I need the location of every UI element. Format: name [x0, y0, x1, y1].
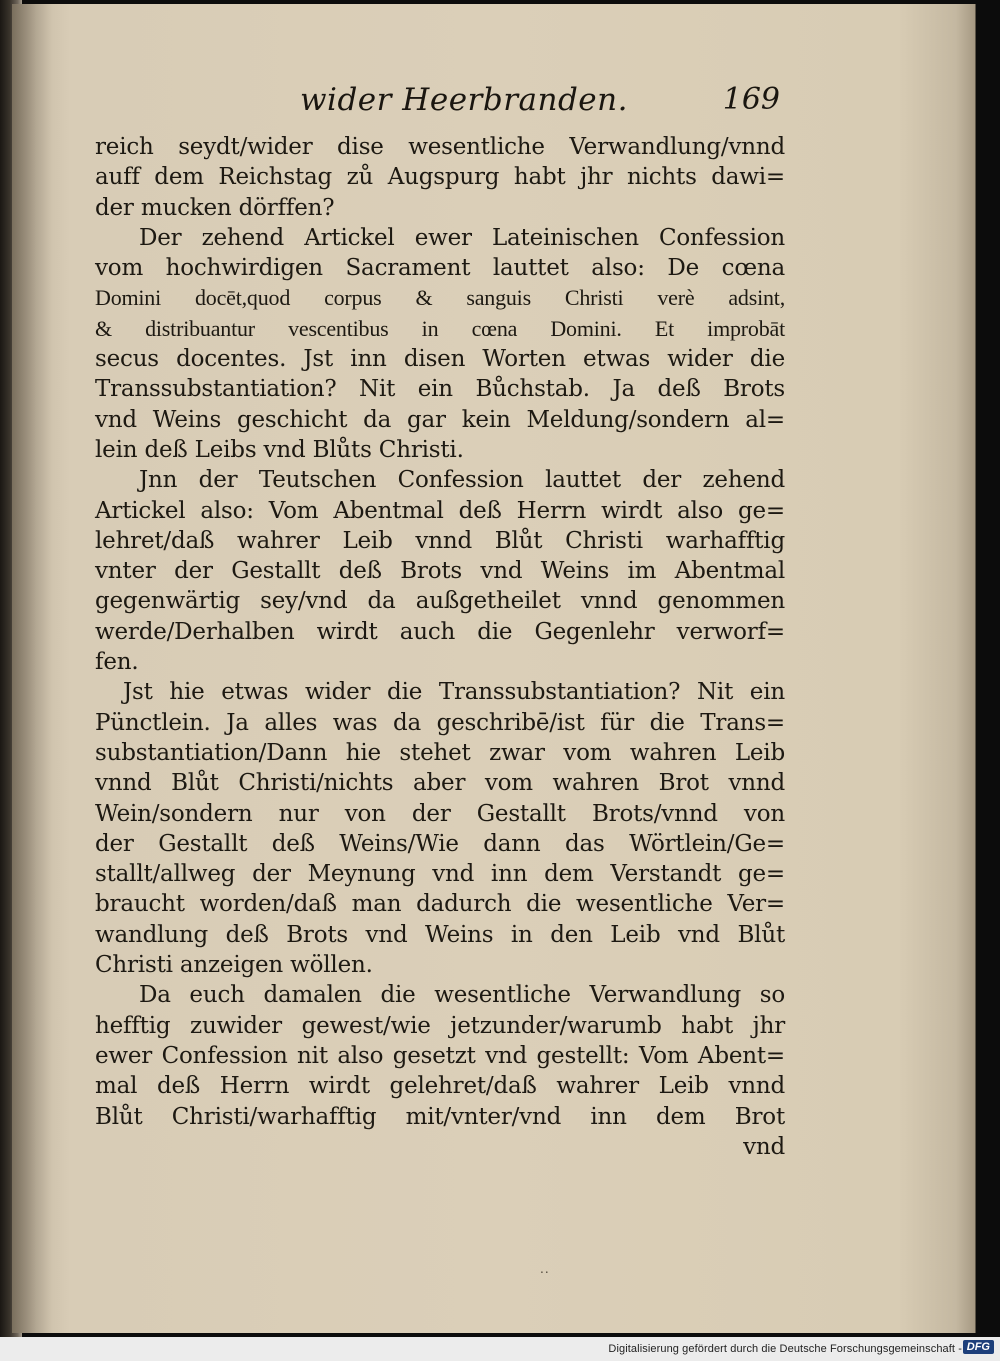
text-line: braucht worden/daß man dadurch die wesentliche Ver=: [95, 891, 785, 918]
page-header: [300, 82, 790, 122]
gutter-shadow: [12, 4, 52, 1333]
ink-speck: ..: [540, 1262, 550, 1276]
text-line: Blůt Christi/warhafftig mit/vnter/vnd inn dem Brot: [95, 1103, 785, 1130]
text-line: secus docentes. Jst inn disen Worten etwas wider die: [95, 346, 785, 373]
text-line: Jst hie etwas wider die Transsubstantiation? Nit ein: [123, 679, 785, 706]
catchword: vnd: [743, 1133, 785, 1160]
text-line: lehret/daß wahrer Leib vnnd Blůt Christi warhafftig: [95, 527, 785, 554]
text-line: mal deß Herrn wirdt gelehret/daß wahrer Leib vnnd: [95, 1073, 785, 1100]
text-line: reich seydt/wider dise wesentliche Verwandlung/vnnd: [95, 134, 785, 160]
text-line: lein deß Leibs vnd Blůts Christi.: [95, 436, 464, 463]
text-line: Jnn der Teutschen Confession lauttet der zehend: [139, 467, 785, 494]
text-line: stallt/allweg der Meynung vnd inn dem Verstandt ge=: [95, 861, 785, 888]
text-line: Transsubstantiation? Nit ein Bůchstab. Ja deß Brots: [95, 376, 785, 403]
text-line: Pünctlein. Ja alles was da geschribē/ist für die Trans=: [95, 709, 785, 736]
text-line: Domini docēt,quod corpus & sanguis Christi verè adsint,: [95, 285, 785, 311]
text-line: Der zehend Artickel ewer Lateinischen Confession: [139, 224, 785, 251]
text-line: gegenwärtig sey/vnd da außgetheilet vnnd genommen: [95, 588, 785, 615]
text-line: Artickel also: Vom Abentmal deß Herrn wirdt also ge=: [95, 497, 785, 524]
body-text: [95, 132, 785, 1162]
page-number: 169: [722, 82, 780, 117]
text-line: fen.: [95, 649, 139, 676]
running-title: wider Heerbranden.: [300, 82, 628, 118]
funding-credit: Digitalisierung gefördert durch die Deutsche Forschungsgemeinschaft -: [608, 1343, 962, 1355]
text-line: substantiation/Dann hie stehet zwar vom wahren Leib: [95, 739, 785, 766]
text-line: Da euch damalen die wesentliche Verwandlung so: [139, 982, 785, 1009]
text-line: ewer Confession nit also gesetzt vnd gestellt: Vom Abent=: [95, 1042, 785, 1069]
dfg-logo: DFG: [963, 1340, 994, 1354]
text-line: der Gestallt deß Weins/Wie dann das Wörtlein/Ge=: [95, 830, 785, 857]
text-line: der mucken dörffen?: [95, 194, 335, 221]
text-line: hefftig zuwider gewest/wie jetzunder/warumb habt jhr: [95, 1012, 785, 1039]
text-line: & distribuantur vescentibus in cœna Domini. Et improbāt: [95, 315, 785, 341]
text-line: Christi anzeigen wöllen.: [95, 952, 373, 979]
text-line: werde/Derhalben wirdt auch die Gegenlehr verworf=: [95, 618, 785, 645]
text-line: wandlung deß Brots vnd Weins in den Leib vnd Blůt: [95, 921, 785, 948]
text-line: vnd Weins geschicht da gar kein Meldung/sondern al=: [95, 406, 785, 433]
text-line: Wein/sondern nur von der Gestallt Brots/vnnd von: [95, 800, 785, 827]
text-line: vnter der Gestallt deß Brots vnd Weins im Abentmal: [95, 558, 785, 585]
text-line: vom hochwirdigen Sacrament lauttet also: De cœna: [95, 255, 785, 282]
text-line: vnnd Blůt Christi/nichts aber vom wahren Brot vnnd: [95, 770, 785, 797]
text-line: auff dem Reichstag zů Augspurg habt jhr nichts dawi=: [95, 164, 785, 191]
